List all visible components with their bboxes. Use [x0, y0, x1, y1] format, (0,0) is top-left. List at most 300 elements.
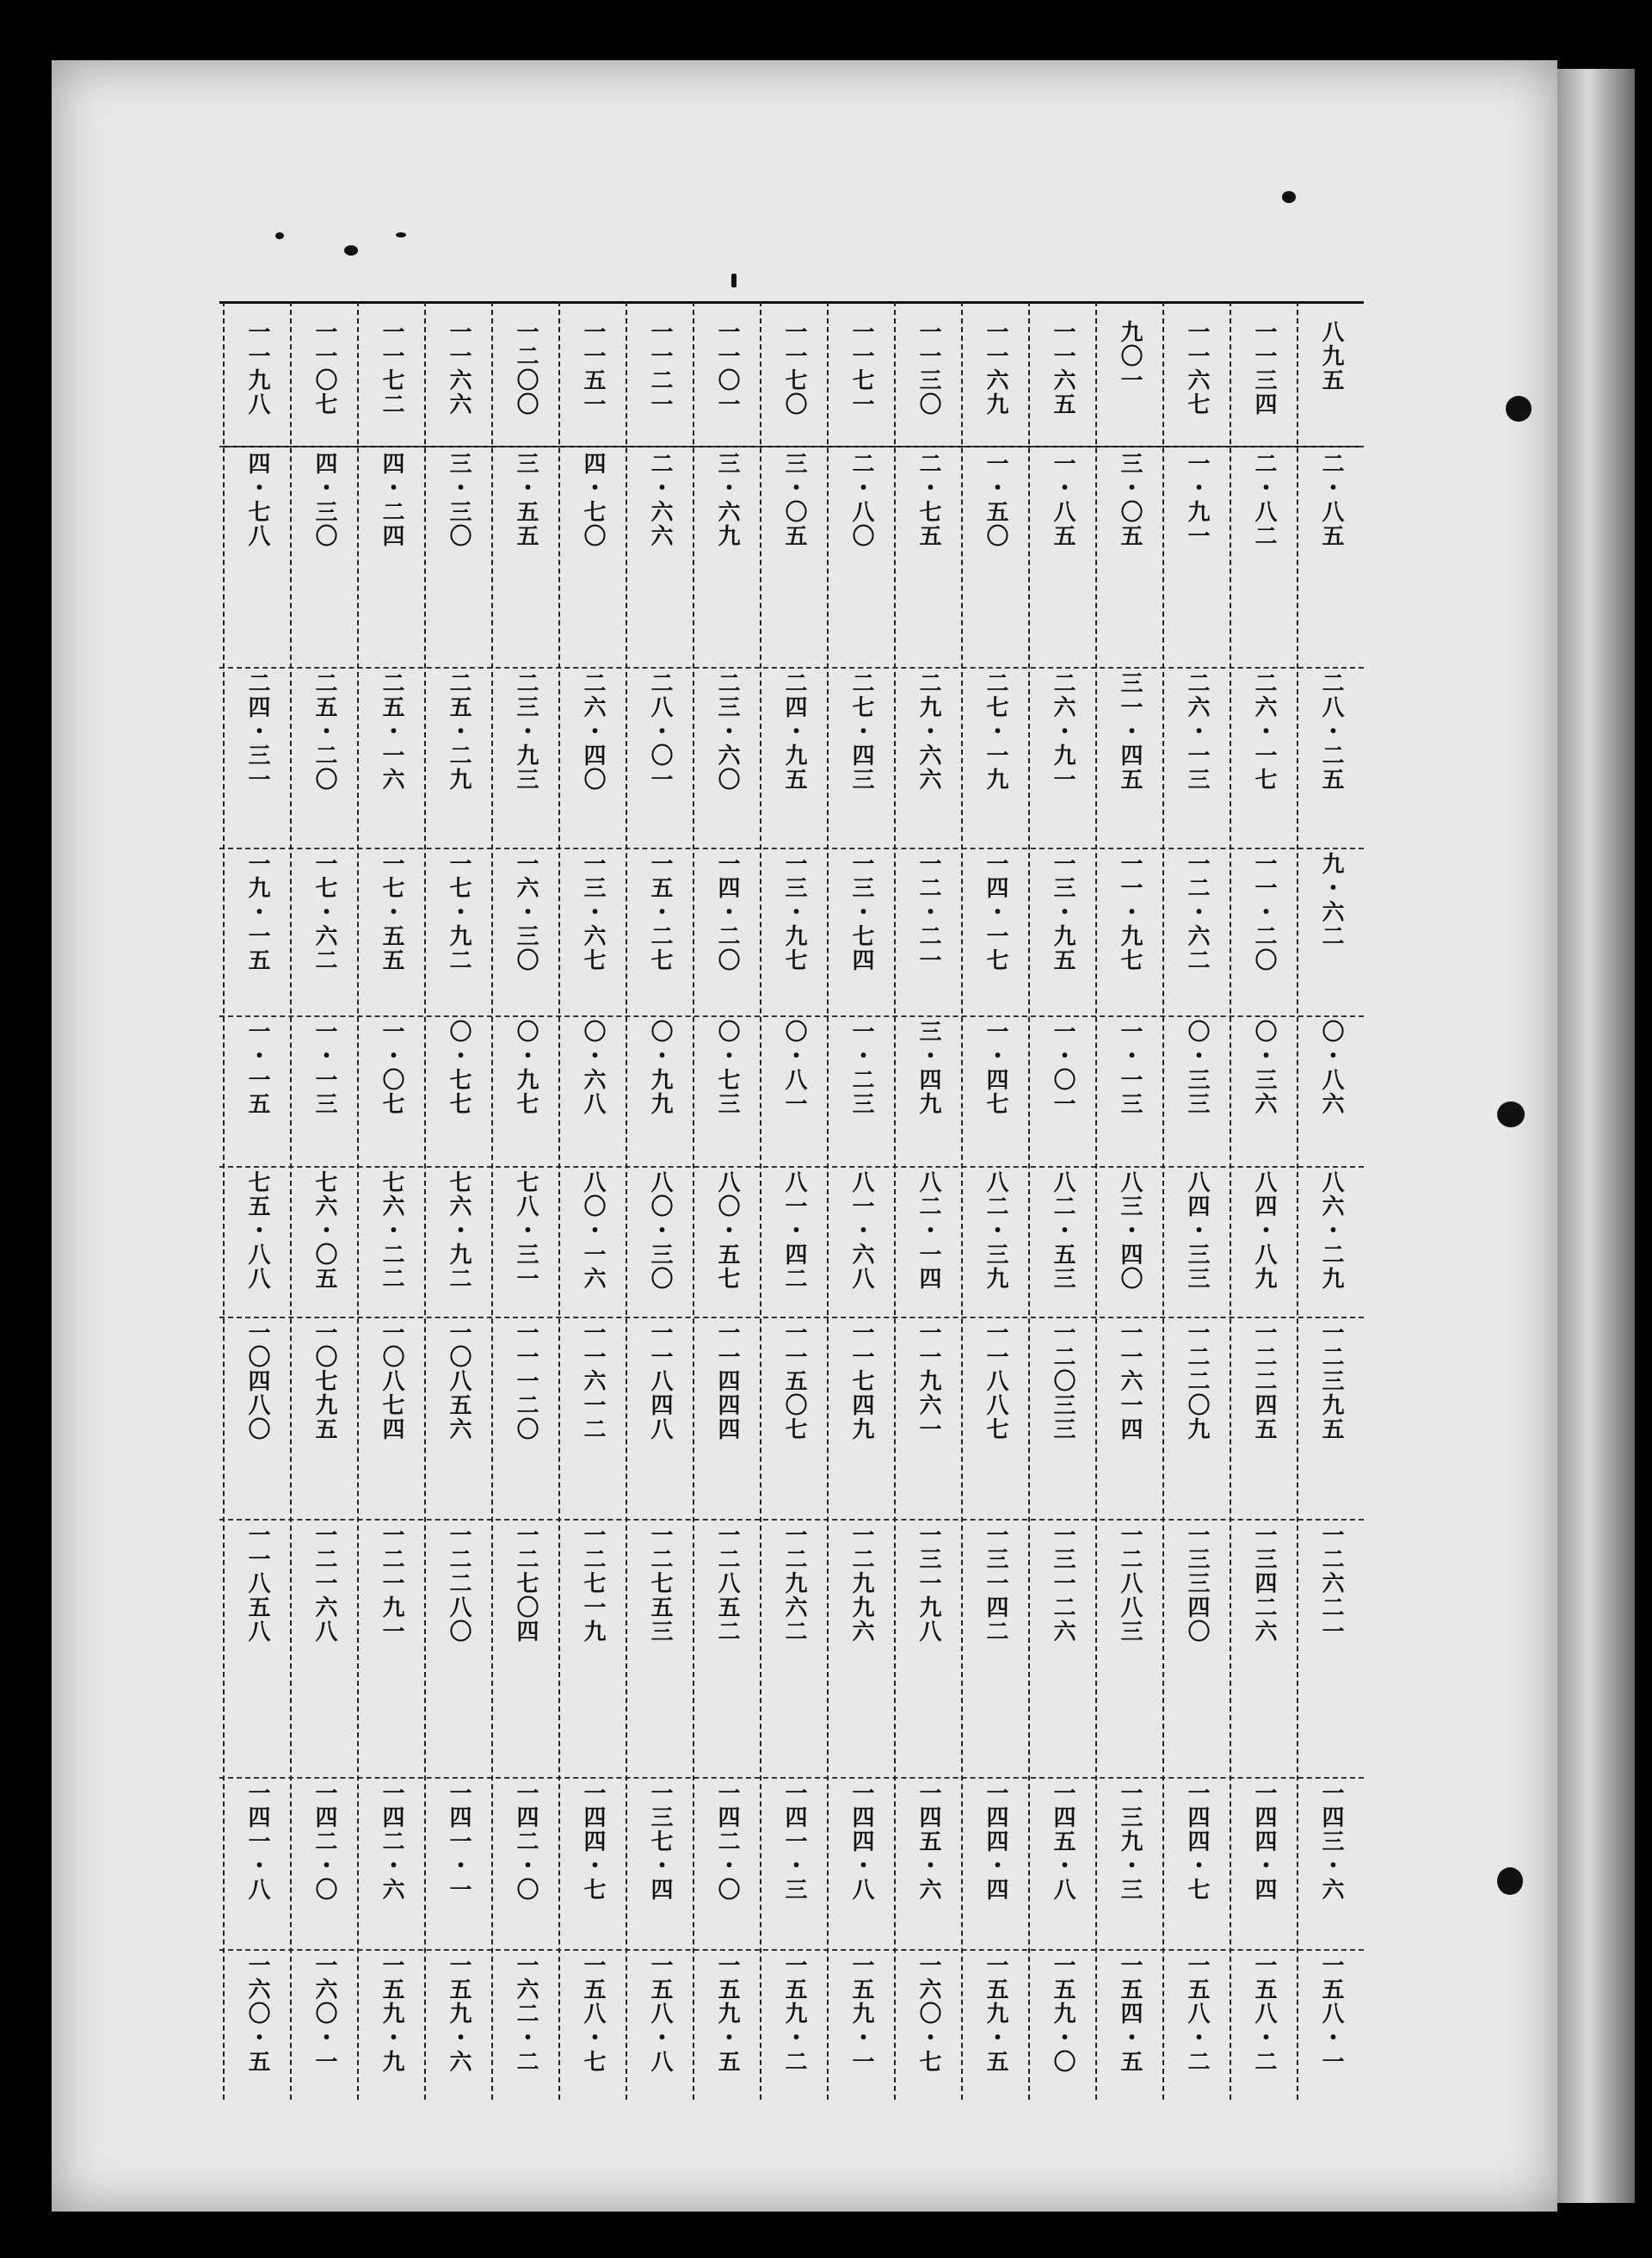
cell-value: 三・五五 [513, 452, 539, 548]
cell-value: 一二一九一 [379, 1523, 404, 1644]
ink-speck [1506, 396, 1532, 422]
cell-value: 四・三〇 [311, 452, 337, 548]
cell-value: 一二六二一 [1318, 1523, 1344, 1644]
table-column [961, 301, 1028, 2100]
table-cell [1097, 1523, 1162, 1644]
table-cell [1030, 1020, 1095, 1116]
table-cell [896, 1020, 961, 1116]
cell-value: 二六・一七 [1251, 671, 1277, 792]
cell-value: 二・八五 [1318, 452, 1344, 548]
table-cell [426, 1953, 491, 2074]
table-cell [627, 1781, 693, 1902]
table-cell [225, 1781, 290, 1902]
cell-value: 二・八二 [1251, 452, 1277, 548]
table-cell [426, 320, 491, 416]
cell-value: 一五八・二 [1184, 1953, 1210, 2074]
cell-value: 〇・八六 [1318, 1020, 1344, 1116]
table-cell [1164, 671, 1230, 792]
table-cell [627, 1020, 693, 1116]
table-cell [1097, 1020, 1162, 1116]
table-cell [1231, 1781, 1297, 1902]
table-cell [694, 1523, 760, 1644]
table-cell [493, 852, 558, 972]
table-cell [1231, 1321, 1297, 1441]
table-column [558, 301, 626, 2100]
table-cell [359, 852, 424, 972]
cell-value: 一一六七 [1184, 320, 1210, 416]
cell-value: 一五九・〇 [1050, 1953, 1076, 2074]
table-cell [1030, 1321, 1095, 1441]
table-cell [761, 1953, 827, 2074]
table-cell [1231, 1170, 1297, 1291]
table-cell [963, 452, 1028, 548]
cell-value: 四・七八 [244, 452, 270, 548]
table-cell [1298, 852, 1364, 948]
table-cell [426, 852, 491, 972]
cell-value: 一一六九 [983, 320, 1008, 416]
table-cell [1298, 452, 1364, 548]
table-cell [627, 452, 693, 548]
cell-value: 四・二四 [379, 452, 404, 548]
cell-value: 一四二・〇 [714, 1781, 740, 1902]
table-cell [1298, 1170, 1364, 1291]
cell-value: 八六・二九 [1318, 1170, 1344, 1291]
cell-value: 一一〇一 [714, 320, 740, 416]
table-column [827, 301, 894, 2100]
cell-value: 二六・四〇 [580, 671, 606, 792]
cell-value: 一五八・七 [580, 1953, 606, 2074]
cell-value: 七六・二二 [379, 1170, 404, 1291]
table-column [223, 301, 290, 2100]
table-cell [1164, 1020, 1230, 1116]
table-cell [1097, 852, 1162, 972]
table-cell [426, 1020, 491, 1116]
cell-value: 一二七〇四 [513, 1523, 539, 1644]
cell-value: 一四五・六 [915, 1781, 941, 1902]
table-cell [694, 671, 760, 792]
cell-value: 八一・六八 [848, 1170, 874, 1291]
table-cell [292, 1523, 357, 1644]
cell-value: 三・〇五 [781, 452, 807, 548]
cell-value: 八〇・三〇 [647, 1170, 673, 1291]
cell-value: 一一八八七 [983, 1321, 1008, 1441]
table-cell [225, 1020, 290, 1116]
ink-speck [1282, 191, 1296, 203]
table-cell [225, 671, 290, 792]
table-cell [292, 852, 357, 972]
cell-value: 一六・三〇 [513, 852, 539, 972]
ink-speck [396, 232, 406, 238]
table-column [357, 301, 424, 2100]
table-cell [560, 1953, 626, 2074]
cell-value: 一・〇一 [1050, 1020, 1076, 1116]
page-edge [1557, 69, 1635, 2203]
table-cell [829, 452, 894, 548]
cell-value: 二四・九五 [781, 671, 807, 792]
table-cell [694, 1953, 760, 2074]
table-column [1095, 301, 1162, 2100]
cell-value: 三一・四五 [1117, 671, 1143, 792]
table-cell [694, 1321, 760, 1441]
table-cell [896, 1523, 961, 1644]
cell-value: 一・五〇 [983, 452, 1008, 548]
cell-value: 一一二一 [647, 320, 673, 416]
table-cell [426, 1523, 491, 1644]
table-cell [627, 1523, 693, 1644]
cell-value: 一三・六七 [580, 852, 606, 972]
cell-value: 一二・六二 [1184, 852, 1210, 972]
table-cell [963, 1020, 1028, 1116]
table-column [1162, 301, 1230, 2100]
table-cell [761, 1020, 827, 1116]
table-cell [1231, 1523, 1297, 1644]
cell-value: 一一・九七 [1117, 852, 1143, 972]
ink-speck [344, 245, 358, 256]
table-cell [963, 1170, 1028, 1291]
cell-value: 二八・〇一 [647, 671, 673, 792]
cell-value: 一三七・四 [647, 1781, 673, 1902]
table-cell [292, 1321, 357, 1441]
cell-value: 一三一四二 [983, 1523, 1008, 1644]
table-cell [694, 452, 760, 548]
cell-value: 八二・一四 [915, 1170, 941, 1291]
table-cell [896, 1953, 961, 2074]
table-cell [493, 1020, 558, 1116]
table-cell [627, 1321, 693, 1441]
table-cell [1164, 452, 1230, 548]
cell-value: 七五・八八 [244, 1170, 270, 1291]
table-column [894, 301, 961, 2100]
table-cell [1164, 1953, 1230, 2074]
table-cell [829, 1523, 894, 1644]
cell-value: 一五九・六 [446, 1953, 472, 2074]
table-cell [829, 1953, 894, 2074]
cell-value: 二八・二五 [1318, 671, 1344, 792]
cell-value: 一一六一二 [580, 1321, 606, 1441]
cell-value: 一三・七四 [848, 852, 874, 972]
table-cell [1231, 1953, 1297, 2074]
table-cell [292, 1170, 357, 1291]
table-cell [1298, 320, 1364, 392]
cell-value: 一一三〇 [915, 320, 941, 416]
cell-value: 二七・四三 [848, 671, 874, 792]
table-cell [1231, 320, 1297, 416]
cell-value: 八〇・一六 [580, 1170, 606, 1291]
table-cell [1298, 1953, 1364, 2074]
table-cell [1298, 1781, 1364, 1902]
cell-value: 一五九・九 [379, 1953, 404, 2074]
table-cell [627, 852, 693, 972]
cell-value: 七六・〇五 [311, 1170, 337, 1291]
table-cell [694, 320, 760, 416]
table-cell [560, 1170, 626, 1291]
cell-value: 一二三九五 [1318, 1321, 1344, 1441]
cell-value: 一二一六八 [311, 1523, 337, 1644]
table-cell [896, 1781, 961, 1902]
cell-value: 〇・八一 [781, 1020, 807, 1116]
table-cell [1164, 1781, 1230, 1902]
cell-value: 二六・九一 [1050, 671, 1076, 792]
table-cell [761, 852, 827, 972]
table-cell [1097, 671, 1162, 792]
cell-value: 三・四九 [915, 1020, 941, 1116]
table-cell [292, 1781, 357, 1902]
cell-value: 一六〇・五 [244, 1953, 270, 2074]
table-cell [627, 671, 693, 792]
cell-value: 一二二八〇 [446, 1523, 472, 1644]
cell-value: 一二〇〇 [513, 320, 539, 416]
table-cell [694, 852, 760, 972]
table-cell [560, 1020, 626, 1116]
cell-value: 一一九六一 [915, 1321, 941, 1441]
cell-value: 一二七一九 [580, 1523, 606, 1644]
cell-value: 〇・七三 [714, 1020, 740, 1116]
cell-value: 一二二〇九 [1184, 1321, 1210, 1441]
cell-value: 一一七〇 [781, 320, 807, 416]
table-cell [829, 1020, 894, 1116]
cell-value: 八四・八九 [1251, 1170, 1277, 1291]
cell-value: 一四・一七 [983, 852, 1008, 972]
table-cell [1097, 1781, 1162, 1902]
table-cell [963, 1781, 1028, 1902]
table-column [491, 301, 558, 2100]
table-cell [627, 1170, 693, 1291]
table-cell [426, 452, 491, 548]
cell-value: 二五・二九 [446, 671, 472, 792]
table-cell [493, 1523, 558, 1644]
cell-value: 一五九・二 [781, 1953, 807, 2074]
cell-value: 一・一三 [311, 1020, 337, 1116]
table-cell [694, 1020, 760, 1116]
table-cell [1030, 1781, 1095, 1902]
cell-value: 二三・九三 [513, 671, 539, 792]
table-cell [560, 1321, 626, 1441]
cell-value: 〇・三三 [1184, 1020, 1210, 1116]
table-cell [896, 852, 961, 972]
cell-value: 二三・六〇 [714, 671, 740, 792]
cell-value: 八〇・五七 [714, 1170, 740, 1291]
cell-value: 一三・九七 [781, 852, 807, 972]
cell-value: 一一六五 [1050, 320, 1076, 416]
cell-value: 一一六一四 [1117, 1321, 1143, 1441]
cell-value: 七八・三一 [513, 1170, 539, 1291]
table-cell [1164, 320, 1230, 416]
table-cell [359, 1523, 424, 1644]
table-cell [829, 320, 894, 416]
cell-value: 一四一・三 [781, 1781, 807, 1902]
table-cell [1231, 671, 1297, 792]
table-cell [761, 1321, 827, 1441]
cell-value: 一一九八 [244, 320, 270, 416]
table-cell [829, 1781, 894, 1902]
cell-value: 一〇八七四 [379, 1321, 404, 1441]
table-cell [694, 1781, 760, 1902]
table-cell [1164, 1321, 1230, 1441]
data-table [219, 301, 1364, 2100]
cell-value: 一三九・三 [1117, 1781, 1143, 1902]
cell-value: 三・六九 [714, 452, 740, 548]
cell-value: 一五九・一 [848, 1953, 874, 2074]
table-cell [1097, 320, 1162, 392]
table-cell [963, 1523, 1028, 1644]
cell-value: 一四五・八 [1050, 1781, 1076, 1902]
table-cell [829, 1321, 894, 1441]
cell-value: 一六二・二 [513, 1953, 539, 2074]
cell-value: 一一一二〇 [513, 1321, 539, 1441]
table-column [693, 301, 760, 2100]
cell-value: 一五四・五 [1117, 1953, 1143, 2074]
table-column [626, 301, 693, 2100]
cell-value: 二・六六 [647, 452, 673, 548]
table-cell [426, 671, 491, 792]
table-cell [1030, 452, 1095, 548]
cell-value: 一〇四八〇 [244, 1321, 270, 1441]
cell-value: 一七・六二 [311, 852, 337, 972]
table-cell [493, 452, 558, 548]
cell-value: 一・一三 [1117, 1020, 1143, 1116]
cell-value: 二七・一九 [983, 671, 1008, 792]
cell-value: 一五九・五 [714, 1953, 740, 2074]
table-column [760, 301, 827, 2100]
cell-value: 一二九六二 [781, 1523, 807, 1644]
table-cell [560, 852, 626, 972]
cell-value: 一四一・八 [244, 1781, 270, 1902]
table-cell [359, 320, 424, 416]
table-cell [963, 1321, 1028, 1441]
table-cell [1097, 1321, 1162, 1441]
cell-value: 〇・七七 [446, 1020, 472, 1116]
cell-value: 一五・二七 [647, 852, 673, 972]
cell-value: 三・三〇 [446, 452, 472, 548]
table-cell [1030, 852, 1095, 972]
cell-value: 一・〇七 [379, 1020, 404, 1116]
table-cell [560, 671, 626, 792]
table-cell [359, 1953, 424, 2074]
cell-value: 一一三四 [1251, 320, 1277, 416]
cell-value: 八二・五三 [1050, 1170, 1076, 1291]
table-cell [896, 1321, 961, 1441]
cell-value: 一・一五 [244, 1020, 270, 1116]
cell-value: 二五・一六 [379, 671, 404, 792]
table-cell [225, 320, 290, 416]
table-cell [963, 1953, 1028, 2074]
cell-value: 八四・三三 [1184, 1170, 1210, 1291]
table-cell [1298, 1321, 1364, 1441]
cell-value: 一二二四五 [1251, 1321, 1277, 1441]
table-cell [359, 671, 424, 792]
cell-value: 一三一二六 [1050, 1523, 1076, 1644]
table-cell [1097, 1953, 1162, 2074]
cell-value: 三・〇五 [1117, 452, 1143, 548]
table-cell [225, 1953, 290, 2074]
cell-value: 〇・九九 [647, 1020, 673, 1116]
cell-value: 一四四・四 [1251, 1781, 1277, 1902]
table-cell [426, 1781, 491, 1902]
cell-value: 一五八・二 [1251, 1953, 1277, 2074]
table-cell [1030, 320, 1095, 416]
cell-value: 二四・三一 [244, 671, 270, 792]
table-cell [225, 852, 290, 972]
table-cell [1231, 1020, 1297, 1116]
cell-value: 一四三・六 [1318, 1781, 1344, 1902]
cell-value: 八九五 [1318, 320, 1344, 392]
cell-value: 一・八五 [1050, 452, 1076, 548]
table-cell [1164, 1170, 1230, 1291]
table-cell [1164, 1523, 1230, 1644]
table-column [1028, 301, 1095, 2100]
cell-value: 一一五一 [580, 320, 606, 416]
cell-value: 一五九・五 [983, 1953, 1008, 2074]
cell-value: 一一八四八 [647, 1321, 673, 1441]
cell-value: 九〇一 [1117, 320, 1143, 392]
table-cell [225, 452, 290, 548]
cell-value: 〇・六八 [580, 1020, 606, 1116]
table-cell [1298, 1523, 1364, 1644]
cell-value: 一・四七 [983, 1020, 1008, 1116]
cell-value: 一一〇七 [311, 320, 337, 416]
cell-value: 一一四四四 [714, 1321, 740, 1441]
table-cell [359, 452, 424, 548]
cell-value: 一三四二六 [1251, 1523, 1277, 1644]
table-cell [292, 1020, 357, 1116]
table-cell [493, 1781, 558, 1902]
table-cell [560, 320, 626, 416]
table-cell [1231, 452, 1297, 548]
table-cell [493, 320, 558, 416]
table-cell [292, 452, 357, 548]
cell-value: 一一六六 [446, 320, 472, 416]
cell-value: 一〇八五六 [446, 1321, 472, 1441]
cell-value: 一四四・七 [580, 1781, 606, 1902]
cell-value: 一一七四九 [848, 1321, 874, 1441]
table-column [424, 301, 491, 2100]
table-cell [761, 320, 827, 416]
cell-value: 一三・九五 [1050, 852, 1076, 972]
cell-value: 一四・二〇 [714, 852, 740, 972]
table-cell [896, 452, 961, 548]
table-cell [493, 1953, 558, 2074]
table-cell [963, 320, 1028, 416]
table-cell [761, 452, 827, 548]
table-cell [694, 1170, 760, 1291]
cell-value: 一・二三 [848, 1020, 874, 1116]
table-cell [560, 1781, 626, 1902]
table-cell [1030, 1953, 1095, 2074]
table-cell [493, 1170, 558, 1291]
table-cell [560, 1523, 626, 1644]
cell-value: 一四二・六 [379, 1781, 404, 1902]
table-cell [761, 1170, 827, 1291]
table-column [1230, 301, 1297, 2100]
cell-value: 七六・九二 [446, 1170, 472, 1291]
table-cell [493, 1321, 558, 1441]
table-cell [292, 671, 357, 792]
cell-value: 一五八・一 [1318, 1953, 1344, 2074]
cell-value: 一二七五三 [647, 1523, 673, 1644]
cell-value: 一一五〇七 [781, 1321, 807, 1441]
table-cell [1030, 671, 1095, 792]
ink-speck [731, 274, 737, 287]
table-cell [829, 852, 894, 972]
table-cell [963, 671, 1028, 792]
table-cell [1030, 1523, 1095, 1644]
cell-value: 一一七一 [848, 320, 874, 416]
cell-value: 一二九九六 [848, 1523, 874, 1644]
table-cell [896, 320, 961, 416]
cell-value: 二六・一三 [1184, 671, 1210, 792]
table-cell [761, 1781, 827, 1902]
table-cell [426, 1321, 491, 1441]
